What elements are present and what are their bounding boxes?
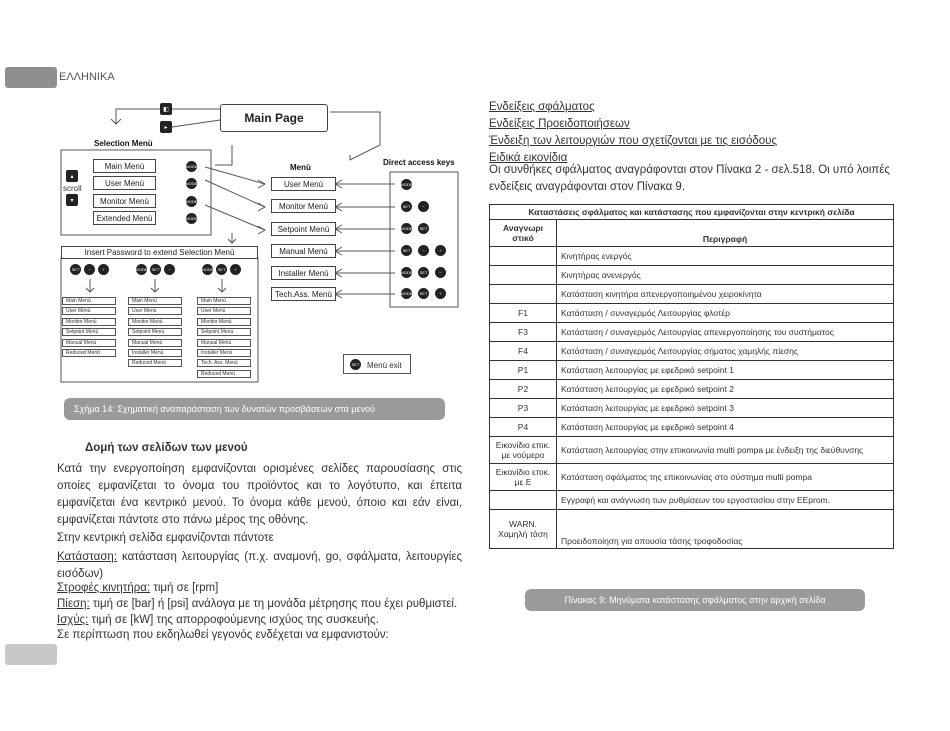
selection-item: User Menù bbox=[93, 176, 156, 190]
status-description: Προειδοποίηση για απουσία τάσης τροφοδοσίας bbox=[557, 510, 894, 549]
scroll-label: scroll bbox=[63, 184, 82, 193]
table-row bbox=[490, 304, 894, 323]
submenu-item: Monitor Menù bbox=[128, 318, 182, 326]
rpm-line bbox=[57, 580, 462, 597]
minus-button-icon: − bbox=[164, 264, 175, 275]
table-row bbox=[490, 510, 894, 549]
set-button-icon: SET bbox=[418, 223, 429, 234]
minus-button-icon: − bbox=[418, 245, 429, 256]
mode-button-icon: MODE bbox=[186, 213, 197, 224]
status-code: F4 bbox=[490, 342, 557, 361]
status-line bbox=[57, 549, 462, 583]
status-description: Κατάσταση / συναγερμός Λειτουργίας απενεργοποίησης του συστήματος bbox=[557, 323, 894, 342]
reference-paragraph: Οι συνθήκες σφάλματος αναγράφονται στον Πίνακα 2 - σελ.518. Οι υπό λοιπές ενδείξεις αναγράφονται στον Πίνακα 9. bbox=[489, 164, 890, 193]
set-button-icon: SET bbox=[418, 288, 429, 299]
menu-exit-frame bbox=[343, 354, 411, 374]
submenu-item: User Menù bbox=[128, 307, 182, 315]
status-description: Κινητήρας ενεργός bbox=[557, 247, 894, 266]
table-row bbox=[490, 323, 894, 342]
set-key-icon: ▸ bbox=[160, 121, 172, 133]
table-row bbox=[490, 285, 894, 304]
set-button-icon: SET bbox=[401, 201, 412, 212]
submenu-item: Monitor Menù bbox=[197, 318, 251, 326]
set-button-icon: SET bbox=[418, 267, 429, 278]
submenu-item: Installer Menù bbox=[128, 349, 182, 357]
submenu-item: Reduced Menù bbox=[197, 370, 251, 378]
main-page-box: Main Page bbox=[220, 104, 328, 132]
status-description: Κατάσταση κινητήρα απενεργοποιημένου χειροκίνητα bbox=[557, 285, 894, 304]
mode-button-icon: MODE bbox=[401, 179, 412, 190]
minus-button-icon: − bbox=[435, 267, 446, 278]
table-row bbox=[490, 247, 894, 266]
minus-button-icon: − bbox=[418, 201, 429, 212]
status-code: P4 bbox=[490, 418, 557, 437]
table-row bbox=[490, 399, 894, 418]
submenu-item: Setpoint Menù bbox=[197, 328, 251, 336]
page-tab-bottom bbox=[5, 644, 57, 665]
submenu-item: Reduced Menù bbox=[128, 359, 182, 367]
scroll-down-icon: ▾ bbox=[66, 194, 78, 206]
table-row bbox=[490, 464, 894, 491]
status-description: Κινητήρας ανενεργός bbox=[557, 266, 894, 285]
status-description: Κατάσταση λειτουργίας με εφεδρικό setpoint 1 bbox=[557, 361, 894, 380]
mode-button-icon: MODE bbox=[186, 196, 197, 207]
minus-button-icon: − bbox=[84, 264, 95, 275]
status-table bbox=[489, 204, 894, 549]
table-row bbox=[490, 380, 894, 399]
menu-title: Menù bbox=[290, 163, 311, 172]
status-code: F3 bbox=[490, 323, 557, 342]
direct-access-title: Direct access keys bbox=[383, 158, 455, 167]
link-special-icons[interactable]: Ειδικά εικονίδια bbox=[489, 152, 568, 164]
submenu-item: Main Menù bbox=[128, 297, 182, 305]
table-row bbox=[490, 418, 894, 437]
mode-button-icon: MODE bbox=[186, 178, 197, 189]
status-code bbox=[490, 285, 557, 304]
submenu-item: Manual Menù bbox=[128, 339, 182, 347]
main-page-paragraph: Στην κεντρική σελίδα εμφανίζονται πάντοτε bbox=[57, 532, 274, 544]
status-code bbox=[490, 266, 557, 285]
figure-caption: Σχήμα 14: Σχηματική αναπαράσταση των δυνατών προσβάσεων στα μενού bbox=[64, 398, 445, 420]
rpm-label: Στροφές κινητήρα: bbox=[57, 582, 151, 594]
set-button-icon: SET bbox=[350, 359, 361, 370]
submenu-item: Manual Menù bbox=[62, 339, 116, 347]
column-header-id: Αναγνωρι στικό bbox=[490, 220, 557, 247]
set-button-icon: SET bbox=[401, 245, 412, 256]
menu-item: Manual Menù bbox=[271, 244, 336, 258]
mode-key-icon: ◧ bbox=[160, 103, 172, 115]
plus-button-icon: + bbox=[435, 288, 446, 299]
submenu-item: Main Menù bbox=[62, 297, 116, 305]
table-row bbox=[490, 342, 894, 361]
power-label: Ισχύς: bbox=[57, 614, 89, 626]
selection-menu-title: Selection Menù bbox=[94, 139, 153, 148]
table-row bbox=[490, 266, 894, 285]
pressure-line bbox=[57, 596, 462, 613]
section-heading: Δομή των σελίδων των μενού bbox=[85, 442, 248, 454]
table-row bbox=[490, 491, 894, 510]
status-code: Εικονίδιο επικ. με E bbox=[490, 464, 557, 491]
menu-item: User Menù bbox=[271, 177, 336, 191]
status-description: Κατάσταση / συναγερμός Λειτουργίας φλοτέρ bbox=[557, 304, 894, 323]
submenu-item: Setpoint Menù bbox=[128, 328, 182, 336]
set-button-icon: SET bbox=[150, 264, 161, 275]
pressure-text: τιμή σε [bar] ή [psi] ανάλογα με τη μονάδα μέτρησης που έχει ρυθμιστεί. bbox=[89, 598, 458, 610]
status-label: Κατάσταση: bbox=[57, 551, 118, 563]
mode-button-icon: MODE bbox=[186, 161, 197, 172]
intro-paragraph: Κατά την ενεργοποίηση εμφανίζονται ορισμένες σελίδες παρουσίασης στις οποίες εμφανίζεται το όνομα του προϊόντος και το λογότυπο, και έπειτα εμφανίζεται ένα κεντρικό μενού. Το όνομα κάθε μενού, όποιο και εάν είναι, εμφανίζεται πάντοτε στο πάνω μέρος της οθόνης. bbox=[57, 463, 462, 526]
status-description: Κατάσταση λειτουργίας στην επικοινωνία multi pompa με ένδειξη της διεύθυνσης bbox=[557, 437, 894, 464]
table-title: Καταστάσεις σφάλματος και κατάστασης που εμφανίζονται στην κεντρική σελίδα bbox=[490, 205, 894, 220]
status-code: P2 bbox=[490, 380, 557, 399]
scroll-up-icon: ▴ bbox=[66, 170, 78, 182]
status-code: Εικονίδιο επικ. με νούμερο bbox=[490, 437, 557, 464]
menu-item: Tech.Ass. Menù bbox=[271, 287, 336, 301]
status-code bbox=[490, 247, 557, 266]
event-paragraph: Σε περίπτωση που εκδηλωθεί γεγονός ενδέχεται να εμφανιστούν: bbox=[57, 629, 389, 641]
submenu-item: User Menù bbox=[197, 307, 251, 315]
menu-item: Setpoint Menù bbox=[271, 222, 336, 236]
pressure-label: Πίεση: bbox=[57, 598, 90, 610]
plus-button-icon: + bbox=[435, 245, 446, 256]
status-description: Κατάσταση λειτουργίας με εφεδρικό setpoint 3 bbox=[557, 399, 894, 418]
plus-button-icon: + bbox=[230, 264, 241, 275]
menu-item: Monitor Menù bbox=[271, 199, 336, 213]
mode-button-icon: MODE bbox=[401, 267, 412, 278]
plus-button-icon: + bbox=[98, 264, 109, 275]
submenu-item: Reduced Menù bbox=[62, 349, 116, 357]
mode-button-icon: MODE bbox=[401, 288, 412, 299]
submenu-item: Tech. Ass. Menù bbox=[197, 359, 251, 367]
indicator-links bbox=[489, 99, 894, 167]
submenu-item: Monitor Menù bbox=[62, 318, 116, 326]
status-description: Κατάσταση / συναγερμός Λειτουργίας σήματος χαμηλής πίεσης bbox=[557, 342, 894, 361]
submenu-item: Setpoint Menù bbox=[62, 328, 116, 336]
status-code bbox=[490, 491, 557, 510]
status-code: WARN. Χαμηλή τάση bbox=[490, 510, 557, 549]
status-description: Κατάσταση λειτουργίας με εφεδρικό setpoint 2 bbox=[557, 380, 894, 399]
table-body bbox=[490, 247, 894, 549]
password-bar: Insert Password to extend Selection Menù bbox=[61, 246, 258, 259]
status-description: Εγγραφή και ανάγνωση των ρυθμίσεων του εργοστασίου στην EEprom. bbox=[557, 491, 894, 510]
status-code: P1 bbox=[490, 361, 557, 380]
table-row bbox=[490, 361, 894, 380]
status-text: κατάσταση λειτουργίας (π.χ. αναμονή, go, σφάλματα, λειτουργίες εισόδων) bbox=[57, 551, 462, 580]
status-description: Κατάσταση λειτουργίας με εφεδρικό setpoint 4 bbox=[557, 418, 894, 437]
rpm-text: τιμή σε [rpm] bbox=[150, 582, 219, 594]
power-text: τιμή σε [kW] της απορροφούμενης ισχύος της συσκευής. bbox=[88, 614, 379, 626]
selection-item: Main Menù bbox=[93, 159, 156, 173]
link-input-functions[interactable]: Ένδειξη των λειτουργιών που σχετίζονται με τις εισόδους bbox=[489, 135, 777, 147]
set-button-icon: SET bbox=[216, 264, 227, 275]
status-description: Κατάσταση σφάλματος της επικοινωνίας στο σύστημα multi pompa bbox=[557, 464, 894, 491]
menu-exit-label: Menù exit bbox=[367, 361, 402, 370]
status-code: P3 bbox=[490, 399, 557, 418]
mode-button-icon: MODE bbox=[202, 264, 213, 275]
status-code: F1 bbox=[490, 304, 557, 323]
submenu-item: Main Menù bbox=[197, 297, 251, 305]
table-caption: Πίνακας 9: Μηνύματα κατάστασης σφάλματος στην αρχική σελίδα bbox=[525, 589, 865, 611]
selection-item: Monitor Menù bbox=[93, 194, 156, 208]
column-header-description: Περιγραφή bbox=[557, 220, 894, 247]
table-row bbox=[490, 437, 894, 464]
menu-item: Installer Menù bbox=[271, 266, 336, 280]
selection-item: Extended Menù bbox=[93, 211, 156, 225]
mode-button-icon: MODE bbox=[401, 223, 412, 234]
submenu-item: Installer Menù bbox=[197, 349, 251, 357]
language-label: ΕΛΛΗΝΙΚΑ bbox=[59, 71, 115, 83]
link-warning-indications[interactable]: Ενδείξεις Προειδοποιήσεων bbox=[489, 118, 630, 130]
link-error-indications[interactable]: Ενδείξεις σφάλματος bbox=[489, 101, 595, 113]
set-button-icon: SET bbox=[70, 264, 81, 275]
submenu-item: User Menù bbox=[62, 307, 116, 315]
mode-button-icon: MODE bbox=[136, 264, 147, 275]
submenu-item: Manual Menù bbox=[197, 339, 251, 347]
